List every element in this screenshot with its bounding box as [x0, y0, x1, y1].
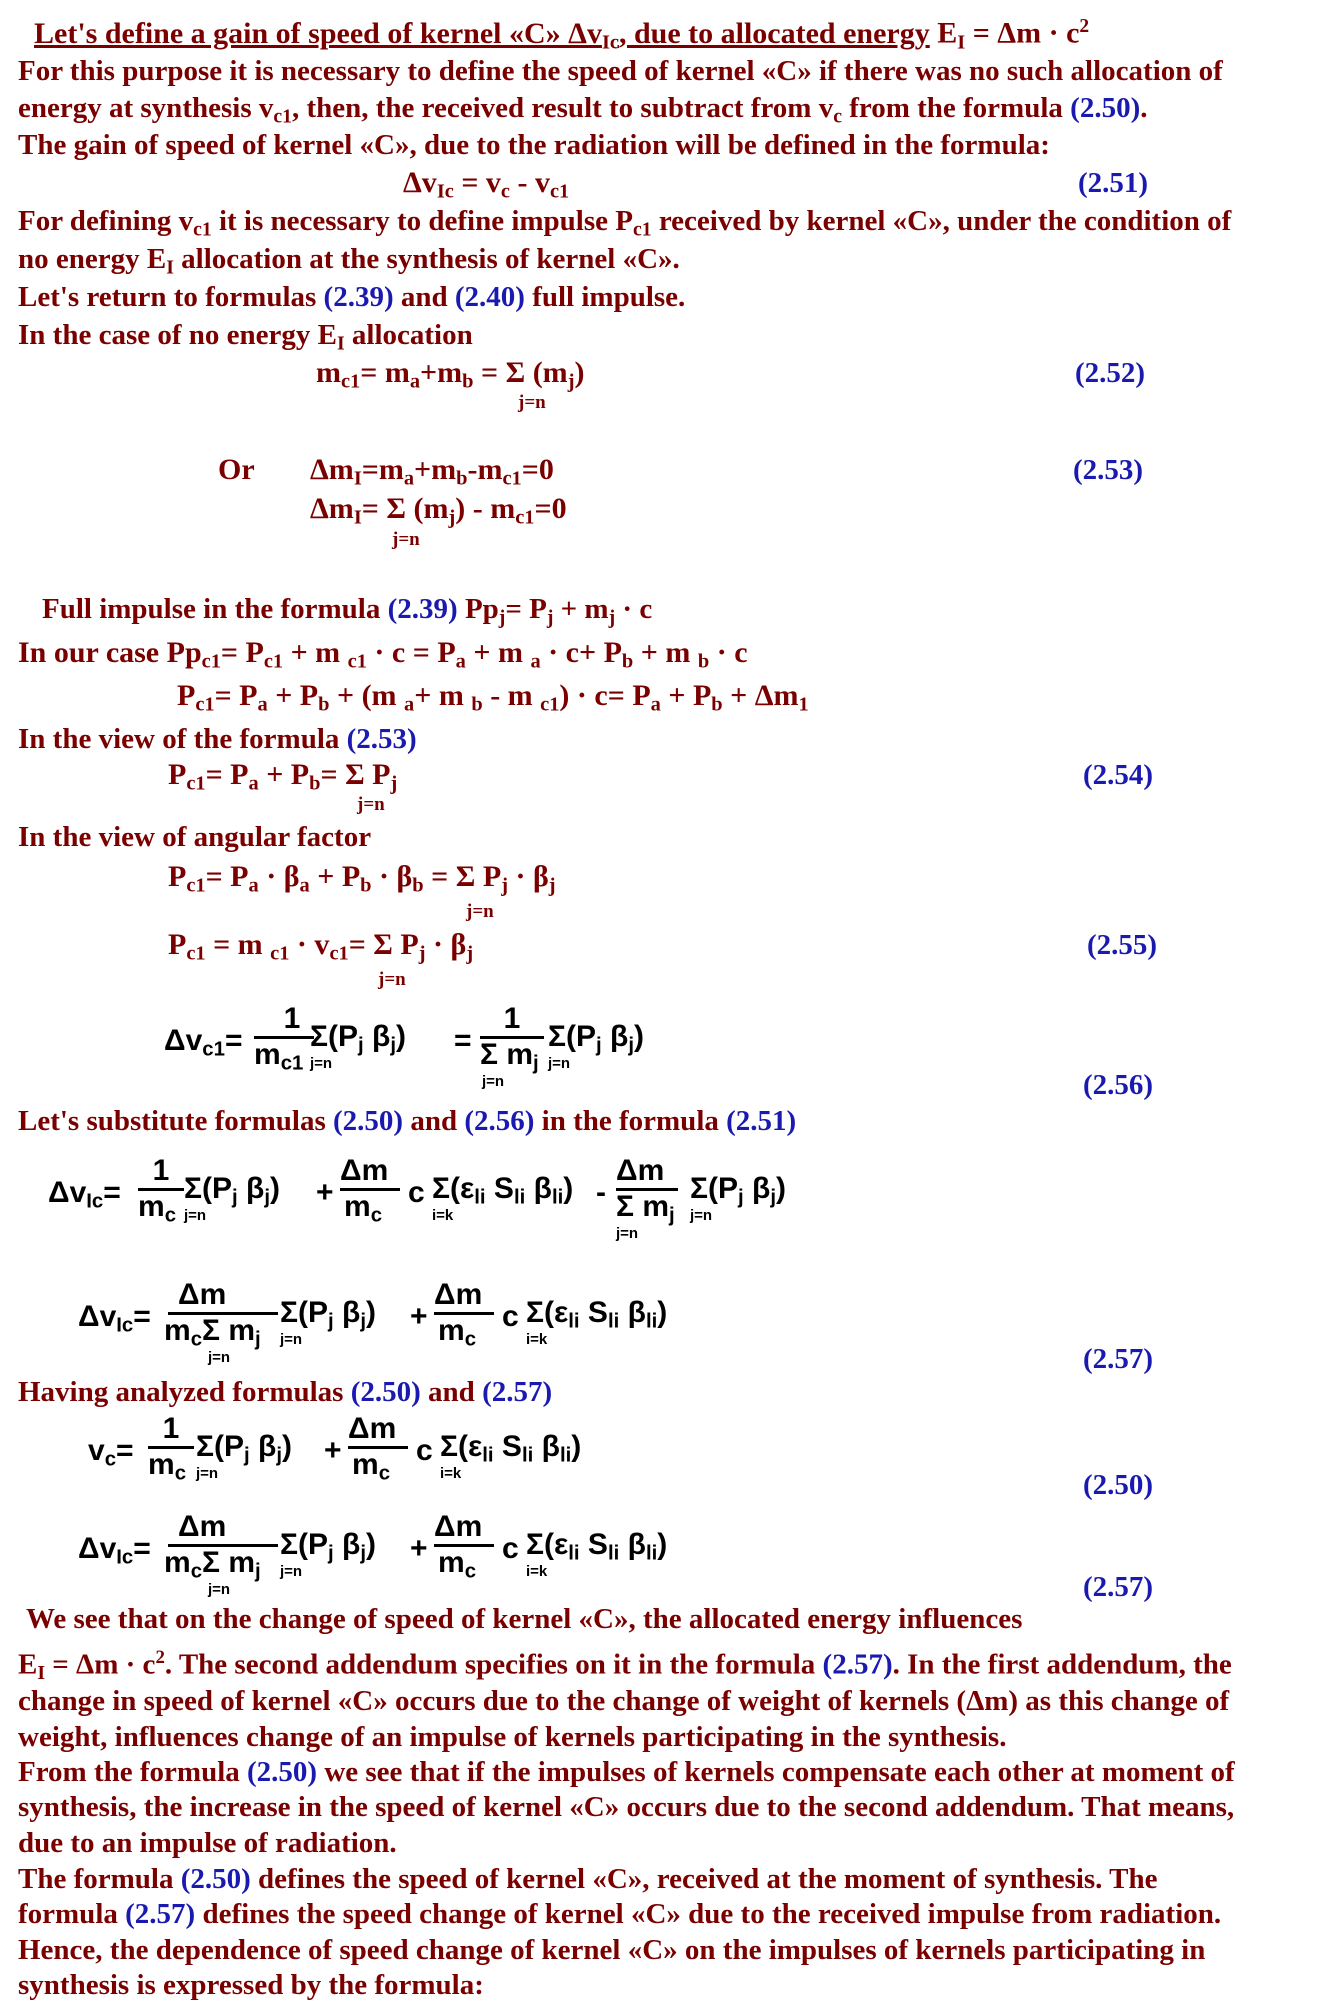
paragraph-line: Hence, the dependence of speed change of kernel «C» on the impulses of kernels participating in	[18, 1934, 1206, 1966]
formula-reference: (2.39)	[323, 281, 394, 313]
equation-number: (2.53)	[1073, 454, 1144, 486]
equation-number: (2.50)	[1083, 1469, 1154, 1501]
paragraph-line: From the formula (2.50) we see that if the impulses of kernels compensate each other at moment of	[18, 1756, 1235, 1788]
equation-2-53-line1: $\Delta m_I=m_a+m_b-m_{c1}=0$	[310, 453, 554, 490]
formula-reference: (2.57)	[125, 1898, 196, 1930]
paragraph-line: In the view of the formula (2.53)	[18, 723, 417, 755]
paragraph-line: Let's substitute formulas (2.50) and (2.56) in the formula (2.51)	[18, 1105, 797, 1137]
formula-reference: (2.50)	[180, 1863, 251, 1895]
paragraph-line: $E_I = \Delta m \cdot c^2$. The second addendum specifies on it in the formula (2.57). In the first addendum, the	[18, 1647, 1232, 1684]
equation-2-51: $\Delta v_{Ic} = v_c - v_{c1}$	[403, 166, 570, 203]
formula-reference: (2.51)	[726, 1105, 797, 1137]
sum-limit: j=n	[518, 392, 546, 413]
paragraph-line: Let's return to formulas (2.39) and (2.40) full impulse.	[18, 281, 686, 313]
paragraph-line: In the case of no energy $E_I$ allocation	[18, 319, 473, 355]
formula-reference: (2.57)	[482, 1376, 553, 1408]
equation-number: (2.57)	[1083, 1571, 1154, 1603]
sum-limit: j=n	[357, 794, 385, 815]
paragraph-line: We see that on the change of speed of kernel «C», the allocated energy influences	[26, 1603, 1023, 1635]
sum-limit: j=n	[378, 969, 406, 990]
paragraph-line: Having analyzed formulas (2.50) and (2.57)	[18, 1376, 553, 1408]
equation-number: (2.52)	[1075, 357, 1146, 389]
paragraph-line: synthesis is expressed by the formula:	[18, 1969, 484, 2001]
formula-reference: (2.57)	[822, 1648, 893, 1681]
paragraph-line: In the view of angular factor	[18, 821, 372, 853]
paragraph-line: For defining $v_{c1}$ it is necessary to define impulse $P_{c1}$ received by kernel «C», under the condition of	[18, 205, 1232, 241]
paragraph-line: $P_{c1}= P_a + P_b + (m$ $_a$+ m $_b$ - m $_{c1}) \cdot c= P_a + P_b + \Delta m_1$	[177, 679, 809, 716]
formula-reference: (2.53)	[346, 723, 417, 755]
formula-2-56: $\Delta v_{c1}=$ 1 $m_{c1}$ $\Sigma(P_j$ $\beta_j$) j=n = 1 Σ $m_j$ j=n $\Sigma(P_j$ $\beta_j$) j=n	[164, 1002, 645, 1090]
equation-2-55-line2: $P_{c1} = m$ $_{c1} \cdot v_{c1}= \Sigma$ $P_j \cdot \beta_j$	[168, 928, 474, 965]
equation-or-label: Or	[218, 453, 255, 486]
paragraph-line: due to an impulse of radiation.	[18, 1827, 397, 1859]
paragraph-line: formula (2.57) defines the speed change of kernel «C» due to the received impulse from radiation.	[18, 1898, 1222, 1930]
equation-2-53-line2: $\Delta m_I= \Sigma$ $(m_j) - m_{c1}=0$	[310, 492, 567, 529]
formula-reference: (2.40)	[454, 281, 525, 313]
paragraph-line: weight, influences change of an impulse of kernels participating in the synthesis.	[18, 1721, 1007, 1753]
paragraph-line: energy at synthesis $v_{c1}$, then, the received result to subtract from $v_c$ from the formula (2.50).	[18, 92, 1148, 128]
paragraph-line: change in speed of kernel «C» occurs due to the change of weight of kernels (Δm) as this change of	[18, 1685, 1230, 1717]
paragraph-line: The formula (2.50) defines the speed of kernel «C», received at the moment of synthesis. The	[18, 1863, 1158, 1895]
equation-number: (2.57)	[1083, 1343, 1154, 1375]
sum-limit: j=n	[392, 529, 420, 550]
paragraph-line: no energy $E_I$ allocation at the synthesis of kernel «C».	[18, 243, 680, 279]
page-title: Let's define a gain of speed of kernel «C» $\Delta v_{Ic}$, due to allocated energy $E_I = \Delta m \cdot c^2$	[34, 16, 1090, 54]
formula-reference: (2.50)	[247, 1756, 318, 1788]
equation-2-55-line1: $P_{c1}= P_a \cdot \beta_a + P_b \cdot \beta_b = \Sigma$ $P_j \cdot \beta_j$	[168, 860, 556, 897]
formula-reference: (2.50)	[1070, 92, 1141, 124]
equation-number: (2.54)	[1083, 759, 1154, 791]
paragraph-line: Full impulse in the formula (2.39) $Pp_j= P_j + m_j \cdot c$	[42, 593, 653, 629]
formula-2-57: $\Delta v_{Ic}=$ Δm $m_c\Sigma$ $m_j$ j=n $\Sigma(P_j$ $\beta_j$) j=n + Δm $m_c$ c $\Sigma(\varepsilon_{li}$ $S_{li}$ $\beta_{li}$) i=k	[78, 1278, 668, 1366]
equation-2-54: $P_{c1}= P_a + P_b= \Sigma$ $P_j$	[168, 758, 398, 795]
formula-reference: (2.50)	[332, 1105, 404, 1137]
paragraph-line: synthesis, the increase in the speed of kernel «C» occurs due to the second addendum. That means,	[18, 1791, 1235, 1823]
sum-limit: j=n	[466, 901, 494, 922]
equation-2-52: $m_{c1}= m_a+m_b = \Sigma$ $(m_j)$	[316, 356, 585, 393]
equation-number: (2.51)	[1078, 167, 1149, 199]
formula-reference: (2.56)	[464, 1105, 535, 1137]
formula-2-50: $v_c=$ 1 $m_c$ $\Sigma(P_j$ $\beta_j$) j=n + Δm $m_c$ c $\Sigma(\varepsilon_{li}$ $S_{li}$ $\beta_{li}$) i=k	[88, 1412, 582, 1485]
paragraph-line: For this purpose it is necessary to define the speed of kernel «C» if there was no such allocation of	[18, 55, 1223, 87]
paragraph-line: In our case $Pp_{c1}= P_{c1} + m$ $_{c1} \cdot c = P_a + m$ $_a \cdot c+ P_b + m$ $_b$ · c	[18, 636, 748, 673]
equation-number: (2.55)	[1087, 929, 1158, 961]
formula-substitution: $\Delta v_{Ic}=$ 1 $m_c$ $\Sigma(P_j$ $\beta_j$) j=n + Δm $m_c$ c $\Sigma(\varepsilon_{li}$ $S_{li}$ $\beta_{li}$) i=k - Δm Σ $m_j$ j=n $\Sigma(P_j$ $\beta_j$) j=n	[48, 1154, 787, 1242]
paragraph-line: The gain of speed of kernel «C», due to the radiation will be defined in the formula:	[18, 129, 1050, 161]
formula-2-57-repeat: $\Delta v_{Ic}=$ Δm $m_c\Sigma$ $m_j$ j=n $\Sigma(P_j$ $\beta_j$) j=n + Δm $m_c$ c $\Sigma(\varepsilon_{li}$ $S_{li}$ $\beta_{li}$) i=k	[78, 1510, 668, 1598]
formula-reference: (2.50)	[350, 1376, 421, 1408]
formula-reference: (2.39)	[387, 593, 458, 625]
equation-number: (2.56)	[1083, 1069, 1154, 1101]
